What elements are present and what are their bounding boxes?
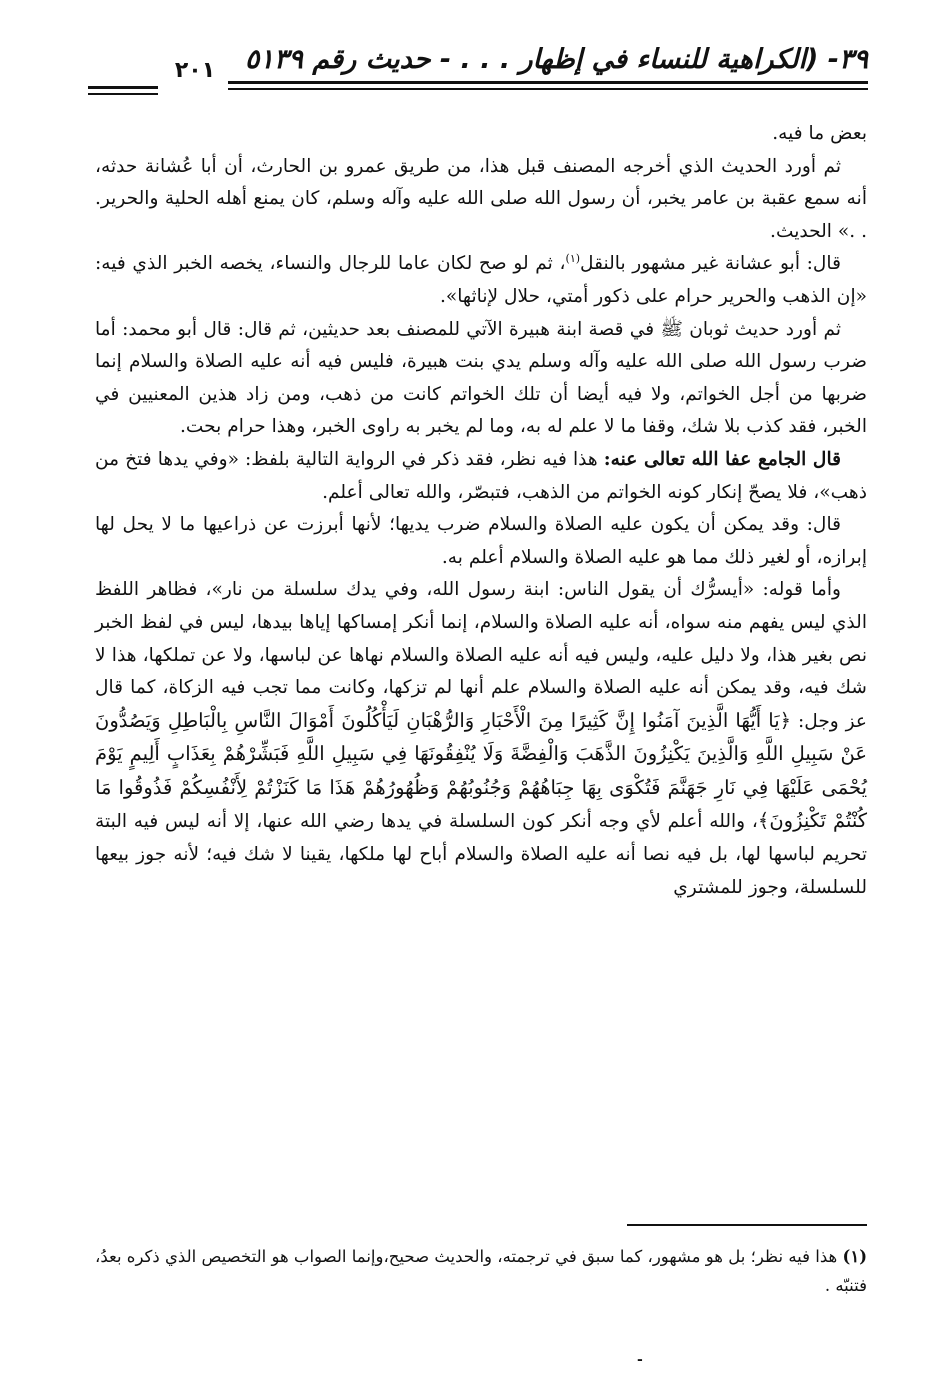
paragraph: بعض ما فيه. <box>772 123 867 144</box>
paragraph: قال: وقد يمكن أن يكون عليه الصلاة والسلام ضرب يديها؛ لأنها أبرزت عن ذراعيها ما لا يحل لها إبرازه، أو لغير ذلك مما هو عليه الصلاة والسلام أعلم به. <box>95 514 867 568</box>
compiler-note-label: قال الجامع عفا الله تعالى عنه: <box>603 448 841 470</box>
paragraph <box>95 444 867 509</box>
paragraph-text: ، والله أعلم لأي وجه أنكر كون السلسلة في يدها رضي الله عنها، إلا أنه ليس فيه البتة تحريم لباسها لها، بل فيه نصا أنه عليه الصلاة والسلام أباح لها ملكها، يقينا لا شك فيه؛ لأنه جوز بيعها للسلسلة، وجوز للمشتري <box>95 811 867 898</box>
paragraph-text: قال: أبو عشانة غير مشهور بالنقل <box>580 253 841 275</box>
page-number-group <box>88 58 238 94</box>
footnote-marker: (١) <box>842 1247 867 1266</box>
footnote-body: هذا فيه نظر؛ بل هو مشهور، كما سبق في ترجمته، والحديث صحيح،وإنما الصواب هو التخصيص الذي ذكره بعدُ، فتنبّه . <box>95 1247 867 1295</box>
running-title: ٣٩- (الكراهية للنساء في إظهار . . . - حديث رقم ٥١٣٩ <box>244 44 868 75</box>
bottom-mark: - <box>637 1352 643 1368</box>
running-header <box>88 40 868 94</box>
header-rule-thin <box>228 88 868 90</box>
paragraph-text: وأما قوله: «أيسرُّك أن يقول الناس: ابنة رسول الله، وفي يدك سلسلة من نار»، فظاهر اللفظ الذي ليس يفهم منه سواه، أنه عليه الصلاة والسلام، إنما أنكر إمساكها إياها بيدها، ليس في لفظ الخبر نص بغير هذا، ولا دليل عليه، وليس فيه أنه عليه الصلاة والسلام نهاها عن لباسها، ولا عن تملكها، هذا لا شك فيه، وقد يمكن أنه عليه الصلاة والسلام علم أنها لم تزكها، وكانت مما تجب فيه الزكاة، كما قال عز وجل: <box>95 579 867 732</box>
page-number: ٢٠١ <box>174 58 216 83</box>
paragraph-text: هذا فيه نظر، فقد ذكر في الرواية التالية بلفظ: «وفي يدها فتخ من ذهب»، فلا يصحّ إنكار كونه الخواتم من الذهب، فتبصّر، والله تعالى أعلم. <box>95 448 867 503</box>
header-rule <box>228 81 868 84</box>
paragraph: ثم أورد الحديث الذي أخرجه المصنف قبل هذا، من طريق عمرو بن الحارث، أن أبا عُشانة حدثه، أنه سمع عقبة بن عامر يخبر، أن رسول الله صلى الله عليه وآله وسلم، كان يمنع أهله الحلية والحرير. . .» الحديث. <box>95 155 867 242</box>
page-number-rule <box>88 86 158 89</box>
paragraph <box>95 574 867 904</box>
paragraph-text: ، ثم لو صح لكان عاما للرجال والنساء، يخصه الخبر الذي فيه: «إن الذهب والحرير حرام على ذكور أمتي، حلال لإناثها». <box>95 253 867 307</box>
paragraph <box>95 248 867 313</box>
quran-verse: ﴿يَا أَيُّهَا الَّذِينَ آمَنُوا إِنَّ كَثِيرًا مِنَ الْأَحْبَارِ وَالرُّهْبَانِ لَيَأْكُلُونَ أَمْوَالَ النَّاسِ بِالْبَاطِلِ وَيَصُدُّونَ عَنْ سَبِيلِ اللَّهِ وَالَّذِينَ يَكْنِزُونَ الذَّهَبَ وَالْفِضَّةَ وَلَا يُنْفِقُونَهَا فِي سَبِيلِ اللَّهِ فَبَشِّرْهُمْ بِعَذَابٍ أَلِيمٍ يَوْمَ يُحْمَى عَلَيْهَا فِي نَارِ جَهَنَّمَ فَتُكْوَى بِهَا جِبَاهُهُمْ وَجُنُوبُهُمْ وَظُهُورُهُمْ هَذَا مَا كَنَزْتُمْ لِأَنْفُسِكُمْ فَذُوقُوا مَا كُنْتُمْ تَكْنِزُونَ﴾ <box>95 708 867 833</box>
footnote-text <box>95 1242 867 1300</box>
main-text <box>95 118 867 904</box>
page-number-rule-thin <box>88 93 158 95</box>
footnote-separator <box>627 1224 867 1226</box>
footnote <box>95 1242 867 1300</box>
footnote-reference[interactable]: (١) <box>565 252 581 266</box>
paragraph: ثم أورد حديث ثوبان ﷺ في قصة ابنة هبيرة الآتي للمصنف بعد حديثين، ثم قال: قال أبو محمد: أما ضرب رسول الله صلى الله عليه وآله وسلم يدي بنت هبيرة، فليس فيه أنه عليه الصلاة والسلام إنما ضربها من أجل الخواتم، ولا فيه أيضا أن تلك الخواتم كانت من ذهب، ومن زاد هذين المعنيين في الخبر، فقد كذب بلا شك، وقفا ما لا علم له به، وما لم يخبر به راوى الخبر، وهذا حرام بحت. <box>95 318 867 438</box>
